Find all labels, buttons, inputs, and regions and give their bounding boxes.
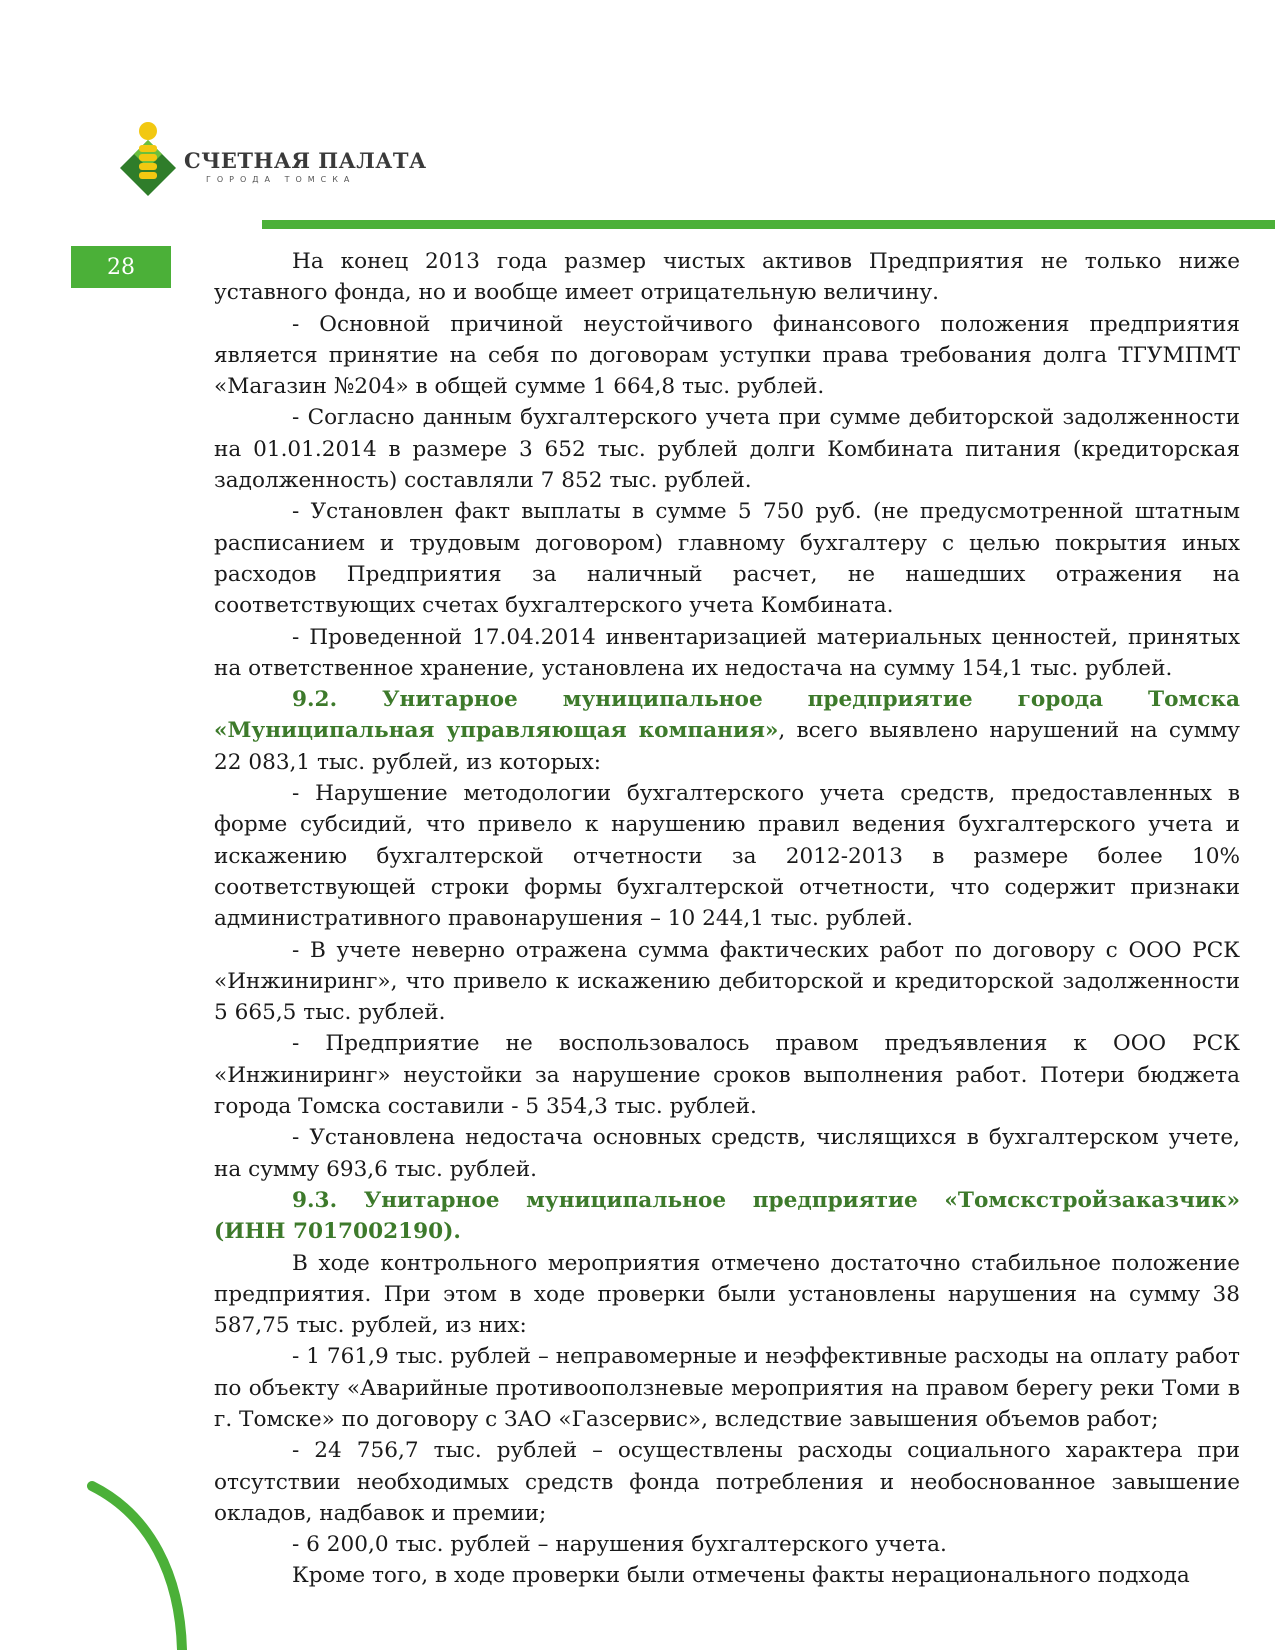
decorative-arc — [80, 1480, 200, 1650]
paragraph: - Проведенной 17.04.2014 инвентаризацией материальных ценностей, принятых на ответственное хранение, установлена их недостача на сумму 154,1 тыс. рублей. — [214, 624, 1240, 681]
section-heading: 9.3. Унитарное муниципальное предприятие «Томскстройзаказчик» (ИНН 7017002190). — [214, 1187, 1240, 1245]
section-paragraph — [214, 1185, 1240, 1248]
paragraph: - Основной причиной неустойчивого финансового положения предприятия является принятие на себя по договорам уступки права требования долга ТГУМПМТ «Магазин №204» в общей сумме 1 664,8 тыс. рублей. — [214, 311, 1240, 400]
paragraph: - Установлена недостача основных средств, числящихся в бухгалтерском учете, на сумму 693,6 тыс. рублей. — [214, 1125, 1240, 1182]
paragraph: - 6 200,0 тыс. рублей – нарушения бухгалтерского учета. — [292, 1532, 947, 1558]
paragraph: - 24 756,7 тыс. рублей – осуществлены расходы социального характера при отсутствии необходимых средств фонда потребления и необоснованное завышение окладов, надбавок и премии; — [214, 1438, 1240, 1526]
paragraph: В ходе контрольного мероприятия отмечено достаточно стабильное положение предприятия. При этом в ходе проверки были установлены нарушения на сумму 38 587,75 тыс. рублей, из них: — [214, 1250, 1240, 1339]
logo — [118, 118, 427, 198]
header-rule — [262, 220, 1275, 229]
org-title: СЧЕТНАЯ ПАЛАТА — [184, 148, 427, 173]
paragraph: - Нарушение методологии бухгалтерского учета средств, предоставленных в форме субсидий, что привело к нарушению правил ведения бухгалтерского учета и искажению бухгалтерской отчетности за 2012-2013 в размере более 10% соответствующей строки формы бухгалтерской отчетности, что содержит признаки административного правонарушения – 10 244,1 тыс. рублей. — [214, 781, 1240, 932]
paragraph: - Установлен факт выплаты в сумме 5 750 руб. (не предусмотренной штатным расписанием и трудовым договором) главному бухгалтеру с целью покрытия иных расходов Предприятия за наличный расчет, не нашедших отражения на соответствующих счетах бухгалтерского учета Комбината. — [214, 499, 1240, 619]
paragraph: - Согласно данным бухгалтерского учета при сумме дебиторской задолженности на 01.01.2014 в размере 3 652 тыс. рублей долги Комбината питания (кредиторская задолженность) составляли 7 852 тыс. рублей. — [214, 405, 1240, 494]
section-paragraph — [214, 684, 1240, 778]
paragraph: Кроме того, в ходе проверки были отмечены факты нерационального подхода — [292, 1563, 1190, 1589]
page-number: 28 — [71, 246, 171, 288]
section-text: , всего выявлено нарушений на сумму 22 083,1 тыс. рублей, из которых: — [214, 718, 1241, 775]
logo-emblem-icon — [118, 118, 178, 196]
paragraph: На конец 2013 года размер чистых активов Предприятия не только ниже уставного фонда, но и вообще имеет отрицательную величину. — [214, 249, 1240, 306]
document-body — [214, 246, 1240, 1592]
paragraph: - Предприятие не воспользовалось правом предъявления к ООО РСК «Инжиниринг» неустойки за нарушение сроков выполнения работ. Потери бюджета города Томска составили - 5 354,3 тыс. рублей. — [214, 1031, 1240, 1120]
org-subtitle: ГОРОДА ТОМСКА — [206, 175, 356, 184]
paragraph: - В учете неверно отражена сумма фактических работ по договору с ООО РСК «Инжиниринг», что привело к искажению дебиторской и кредиторской задолженности 5 665,5 тыс. рублей. — [214, 937, 1240, 1026]
section-heading: 9.2. Унитарное муниципальное предприятие города Томска «Муниципальная управляющая компания» — [214, 687, 1240, 744]
paragraph: - 1 761,9 тыс. рублей – неправомерные и неэффективные расходы на оплату работ по объекту «Аварийные противооползневые мероприятия на правом берегу реки Томи в г. Томске» по договору с ЗАО «Газсервис», вследствие завышения объемов работ; — [214, 1344, 1240, 1432]
